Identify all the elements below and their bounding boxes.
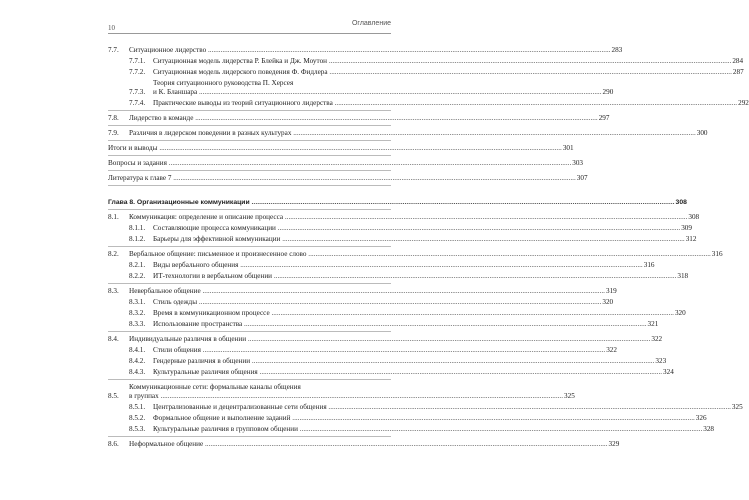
- toc-entry[interactable]: [129, 368, 674, 377]
- entry-page-number: 318: [677, 272, 689, 280]
- table-of-contents: [108, 44, 749, 449]
- separator-rule: [108, 110, 391, 111]
- entry-title: Различия в лидерском поведении в разных культурах .....: [129, 129, 696, 138]
- entry-title: Неформальное общение .....: [129, 440, 608, 449]
- separator-rule: [108, 331, 391, 332]
- toc-entry[interactable]: [129, 99, 749, 108]
- entry-number: 7.9.: [108, 129, 119, 137]
- entry-number: 8.3.2.: [129, 309, 146, 317]
- toc-entry[interactable]: [129, 346, 617, 355]
- entry-page-number: 300: [696, 129, 708, 137]
- entry-title-line1: Теория ситуационного руководства П. Херсея: [153, 79, 294, 87]
- entry-number: 8.5.3.: [129, 425, 146, 433]
- running-head: Оглавление: [351, 20, 391, 27]
- page-number: 10: [108, 24, 115, 32]
- entry-page-number: 322: [651, 335, 663, 343]
- separator-rule: [108, 155, 391, 156]
- toc-entry[interactable]: [108, 129, 708, 138]
- entry-title: Централизованные и децентрализованные сети общения .....: [153, 403, 731, 412]
- separator-rule: [108, 125, 391, 126]
- entry-title-line2: в группах .....: [129, 392, 563, 401]
- entry-page-number: 329: [608, 440, 620, 448]
- entry-number: 8.4.1.: [129, 346, 146, 354]
- toc-entry[interactable]: [108, 383, 575, 401]
- entry-title: ИТ-технологии в вербальном общении .....: [153, 272, 676, 281]
- entry-page-number: 328: [703, 425, 715, 433]
- entry-page-number: 309: [681, 224, 692, 232]
- entry-page-number: 308: [675, 199, 687, 206]
- toc-entry[interactable]: [129, 272, 689, 281]
- entry-page-number: 323: [655, 357, 667, 365]
- entry-title: Вопросы и задания .....: [108, 159, 571, 168]
- separator-rule: [108, 379, 391, 380]
- entry-number: 8.3.3.: [129, 320, 146, 328]
- entry-number: 7.7.1.: [129, 57, 146, 65]
- entry-page-number: 326: [695, 414, 707, 422]
- entry-page-number: 287: [732, 68, 744, 76]
- entry-page-number: 316: [711, 250, 723, 258]
- toc-entry[interactable]: [108, 335, 663, 344]
- entry-title: Коммуникация: определение и описание процесса .....: [129, 213, 687, 222]
- entry-title: Индивидуальные различия в общении .....: [129, 335, 650, 344]
- toc-entry[interactable]: [108, 440, 620, 449]
- entry-title: Практические выводы из теорий ситуационного лидерства .....: [153, 99, 737, 108]
- entry-number: 8.5.: [108, 392, 119, 400]
- entry-number: 7.7.3.: [129, 88, 146, 96]
- toc-entry[interactable]: [129, 235, 697, 244]
- toc-entry[interactable]: [129, 357, 667, 366]
- entry-page-number: 308: [688, 213, 700, 221]
- entry-title: Ситуационная модель лидерского поведения Ф. Фидлера .....: [153, 68, 732, 77]
- toc-entry[interactable]: [129, 57, 744, 66]
- entry-title: Стили общения .....: [153, 346, 605, 355]
- entry-number: 8.4.2.: [129, 357, 146, 365]
- toc-entry[interactable]: [129, 261, 655, 270]
- entry-page-number: 316: [643, 261, 655, 269]
- entry-page-number: 297: [598, 114, 610, 122]
- toc-entry[interactable]: [108, 144, 574, 153]
- entry-number: 8.6.: [108, 440, 119, 448]
- toc-entry[interactable]: [108, 114, 610, 123]
- entry-number: 8.5.1.: [129, 403, 146, 411]
- entry-page-number: 322: [606, 346, 617, 354]
- separator-rule: [108, 170, 391, 171]
- entry-page-number: 321: [647, 320, 659, 328]
- entry-title: Время в коммуникационном процессе .....: [153, 309, 674, 318]
- entry-number: 8.2.2.: [129, 272, 146, 280]
- entry-title: [153, 79, 602, 97]
- entry-page-number: 324: [663, 368, 674, 376]
- entry-number: 8.2.1.: [129, 261, 146, 269]
- entry-number: 8.2.: [108, 250, 119, 258]
- entry-title: Ситуационная модель лидерства Р. Блейка и Дж. Моутон .....: [153, 57, 731, 66]
- entry-number: 8.1.2.: [129, 235, 146, 243]
- entry-number: 8.5.2.: [129, 414, 146, 422]
- entry-page-number: 319: [605, 287, 617, 295]
- entry-title: Культуральные различия общения .....: [153, 368, 662, 377]
- entry-page-number: 290: [602, 88, 614, 96]
- entry-page-number: 301: [562, 144, 574, 152]
- entry-number: 7.7.2.: [129, 68, 146, 76]
- toc-entry[interactable]: [108, 198, 687, 207]
- separator-rule: [108, 246, 391, 247]
- toc-entry[interactable]: [129, 68, 744, 77]
- entry-number: 8.1.1.: [129, 224, 146, 232]
- entry-title-line2-wrap: [153, 88, 602, 97]
- toc-entry[interactable]: [108, 174, 588, 183]
- toc-entry[interactable]: [129, 425, 715, 434]
- entry-page-number: 303: [572, 159, 584, 167]
- toc-entry[interactable]: [129, 79, 614, 97]
- entry-title-line1: Коммуникационные сети: формальные каналы общения: [129, 383, 301, 391]
- entry-page-number: 312: [685, 235, 697, 243]
- entry-number: 8.1.: [108, 213, 119, 221]
- toc-entry[interactable]: [129, 298, 614, 307]
- toc-entry[interactable]: [129, 403, 743, 412]
- entry-number: 7.8.: [108, 114, 119, 122]
- entry-title: Вербальное общение: письменное и произнесенное слово .....: [129, 250, 711, 259]
- separator-rule: [108, 185, 391, 186]
- entry-title: Составляющие процесса коммуникации .....: [153, 224, 680, 233]
- entry-title: Стиль одежды .....: [153, 298, 601, 307]
- toc-entry[interactable]: [129, 224, 692, 233]
- entry-page-number: 292: [738, 99, 749, 107]
- toc-entry[interactable]: [108, 159, 584, 168]
- separator-rule: [108, 283, 391, 284]
- entry-title-line2-wrap: [129, 392, 563, 401]
- entry-title: Гендерные различия в общении .....: [153, 357, 654, 366]
- entry-title: Литература к главе 7 .....: [108, 174, 576, 183]
- entry-number: 7.7.: [108, 46, 119, 54]
- entry-page-number: 325: [731, 403, 743, 411]
- toc-entry[interactable]: [108, 250, 723, 259]
- toc-entry[interactable]: [129, 414, 707, 423]
- entry-title: Использование пространства .....: [153, 320, 647, 329]
- entry-page-number: 325: [564, 392, 575, 400]
- entry-number: 8.4.: [108, 335, 119, 343]
- entry-title: Итоги и выводы .....: [108, 144, 562, 153]
- header-rule: [108, 33, 391, 34]
- entry-number: 7.7.4.: [129, 99, 146, 107]
- toc-entry[interactable]: [108, 287, 617, 296]
- entry-title: [129, 383, 563, 401]
- entry-page-number: 320: [602, 298, 614, 306]
- entry-page-number: 307: [576, 174, 588, 182]
- entry-title: Формальное общение и выполнение заданий .....: [153, 414, 695, 423]
- page-header: [108, 20, 391, 36]
- entry-number: 8.3.: [108, 287, 119, 295]
- entry-title-line2: и К. Бланшара .....: [153, 88, 602, 97]
- toc-entry[interactable]: [108, 46, 623, 55]
- separator-rule: [108, 436, 391, 437]
- entry-title: Ситуационное лидерство .....: [129, 46, 610, 55]
- entry-page-number: 283: [611, 46, 623, 54]
- entry-title: Барьеры для эффективной коммуникации .....: [153, 235, 685, 244]
- separator-rule: [108, 209, 391, 210]
- toc-entry[interactable]: [129, 309, 686, 318]
- entry-page-number: 320: [674, 309, 686, 317]
- entry-number: 8.4.3.: [129, 368, 146, 376]
- entry-page-number: 284: [732, 57, 744, 65]
- entry-title: Глава 8. Организационные коммуникации .....: [108, 198, 675, 207]
- separator-rule: [108, 140, 391, 141]
- entry-title: Культуральные различия в групповом общении .....: [153, 425, 702, 434]
- entry-number: 8.3.1.: [129, 298, 146, 306]
- toc-entry[interactable]: [108, 213, 700, 222]
- chapter-gap: [108, 189, 391, 196]
- entry-title: Лидерство в команде .....: [129, 114, 598, 123]
- toc-entry[interactable]: [129, 320, 659, 329]
- entry-title: Виды вербального общения .....: [153, 261, 643, 270]
- entry-title: Невербальное общение .....: [129, 287, 605, 296]
